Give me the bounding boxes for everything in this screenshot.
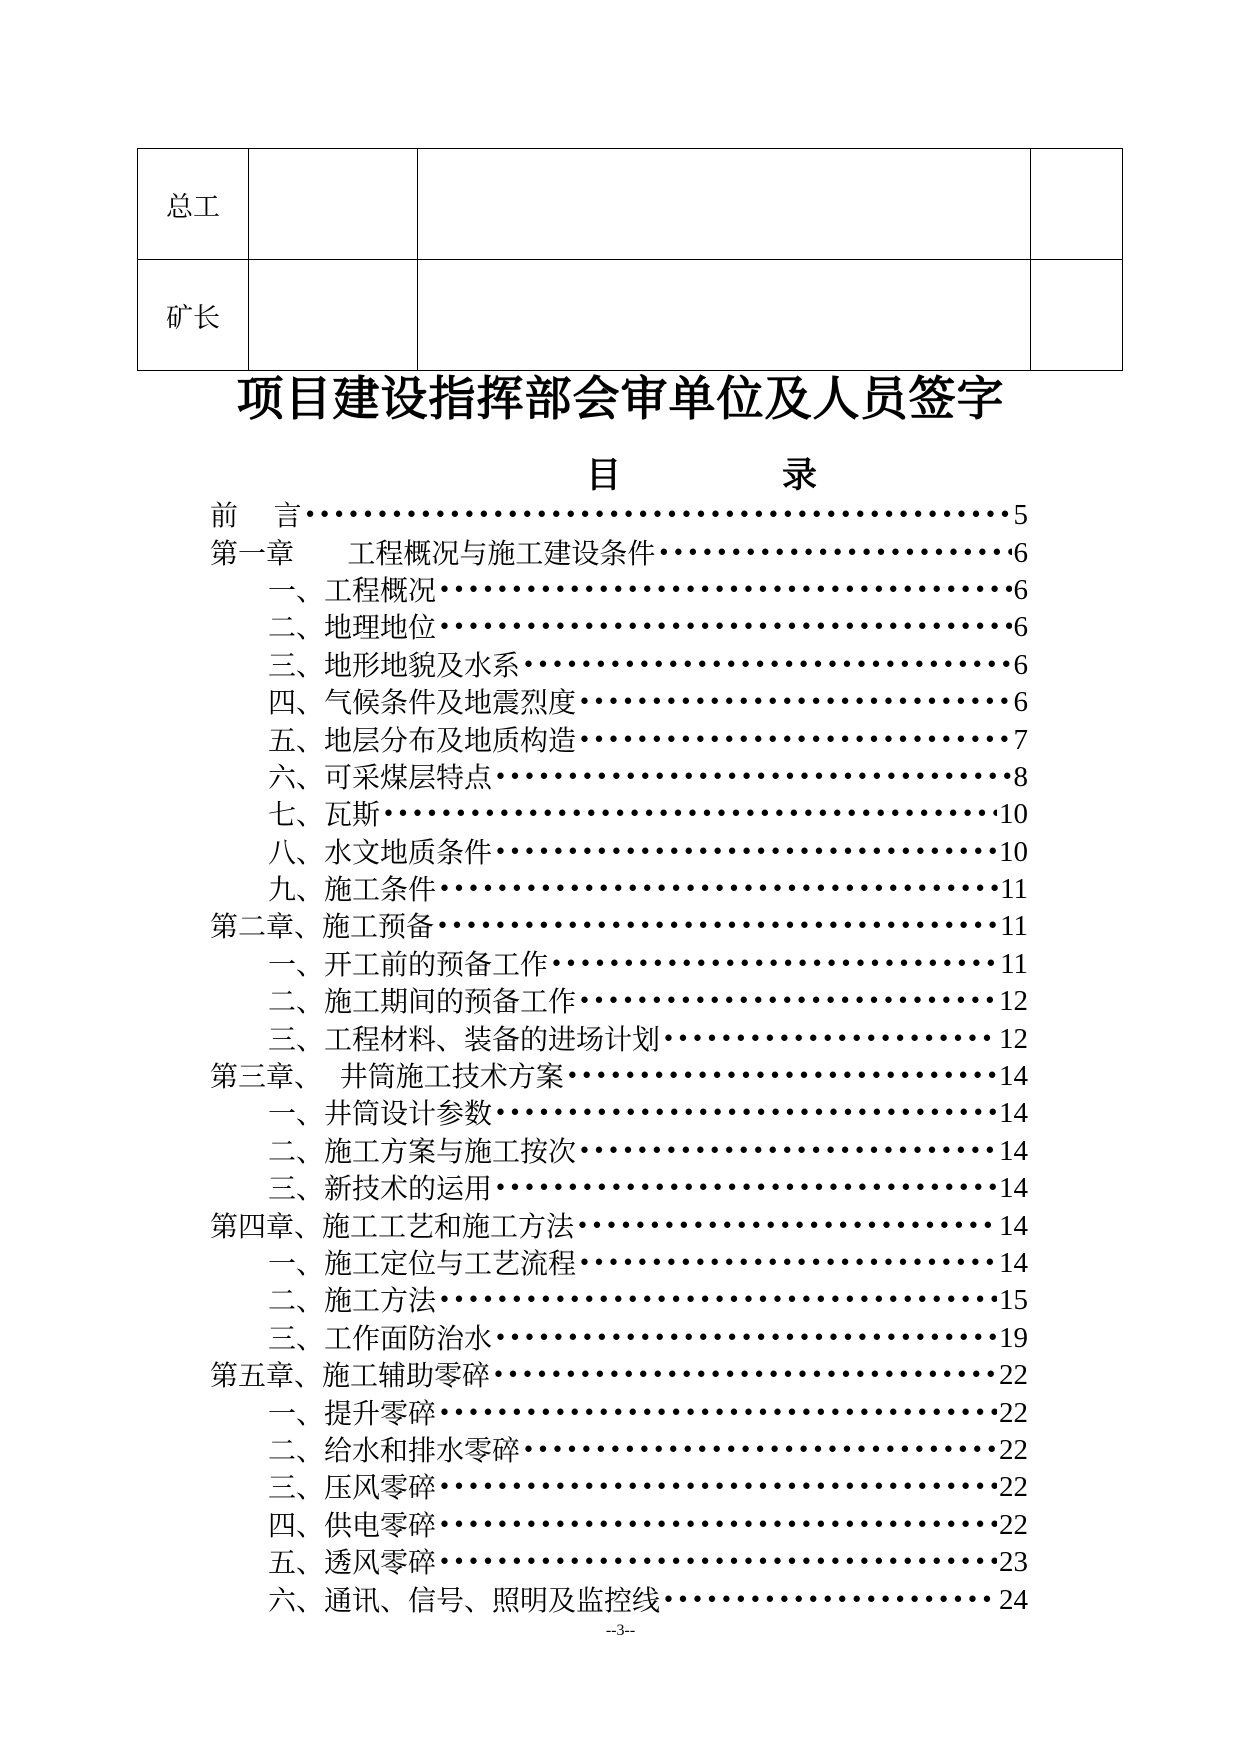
- toc-entry-title: 二、给水和排水零碎: [268, 1433, 521, 1467]
- toc-dot-leader: [522, 647, 1011, 684]
- toc-page-number: 19: [999, 1321, 1028, 1354]
- toc-section-entry[interactable]: [210, 759, 1028, 796]
- toc-chapter-entry[interactable]: [210, 1058, 1028, 1095]
- toc-section-entry[interactable]: [210, 1507, 1028, 1544]
- toc-dot-leader: [566, 1058, 997, 1095]
- toc-section-entry[interactable]: [210, 1581, 1028, 1618]
- toc-page-number: 14: [999, 1247, 1028, 1279]
- toc-page-number: 11: [1000, 910, 1028, 943]
- toc-page-number: 6: [1013, 686, 1028, 719]
- toc-section-entry[interactable]: [210, 1095, 1028, 1132]
- toc-page-number: 11: [1000, 873, 1028, 906]
- toc-dot-leader: [662, 1582, 997, 1619]
- toc-dot-leader: [657, 535, 1011, 572]
- toc-page-number: 10: [999, 798, 1028, 831]
- toc-chapter-entry[interactable]: [210, 908, 1028, 945]
- toc-page-number: 15: [999, 1284, 1028, 1317]
- date-cell: [1031, 149, 1123, 260]
- role-cell-mine-director: 矿长: [138, 260, 249, 371]
- toc-dot-leader: [438, 871, 998, 908]
- toc-section-entry[interactable]: [210, 1469, 1028, 1506]
- toc-page-number: 11: [1000, 947, 1028, 980]
- toc-dot-leader: [438, 1282, 997, 1319]
- toc-chapter-entry[interactable]: [210, 1207, 1028, 1244]
- toc-page-number: 8: [1013, 760, 1028, 793]
- toc-chapter-entry[interactable]: [210, 1357, 1028, 1394]
- toc-dot-leader: [494, 834, 997, 871]
- toc-dot-leader: [494, 1320, 997, 1357]
- toc-heading-right: 录: [782, 455, 818, 496]
- toc-page-number: 23: [999, 1546, 1028, 1579]
- toc-section-entry[interactable]: [210, 684, 1028, 721]
- toc-dot-leader: [304, 497, 1012, 534]
- toc-dot-leader: [382, 796, 997, 833]
- toc-page-number: 5: [1013, 499, 1028, 532]
- toc-entry-title: 五、透风零碎: [268, 1546, 437, 1580]
- toc-page-number: 24: [999, 1583, 1028, 1616]
- toc-page-number: 22: [999, 1471, 1028, 1504]
- toc-entry-title: 二、地理地位: [268, 611, 437, 645]
- toc-entry-title: 二、施工方案与施工按次: [268, 1134, 577, 1168]
- toc-page-number: 14: [999, 1097, 1028, 1130]
- date-cell: [1031, 260, 1123, 371]
- toc-section-entry[interactable]: [210, 647, 1028, 684]
- toc-dot-leader: [576, 1208, 997, 1245]
- toc-section-entry[interactable]: [210, 1282, 1028, 1319]
- toc-dot-leader: [492, 1357, 997, 1394]
- opinion-cell: [418, 149, 1031, 260]
- toc-section-entry[interactable]: [210, 1320, 1028, 1357]
- toc-entry-title: 二、施工方法: [268, 1284, 437, 1318]
- toc-page-number: 14: [999, 1134, 1028, 1167]
- toc-dot-leader: [522, 1432, 997, 1469]
- toc-page-number: 22: [999, 1396, 1028, 1429]
- toc-chapter-entry[interactable]: [210, 497, 1028, 534]
- toc-entry-title: 六、通讯、信号、照明及监控线: [268, 1583, 661, 1617]
- page-title: 项目建设指挥部会审单位及人员签字: [236, 372, 1005, 427]
- toc-dot-leader: [578, 1245, 997, 1282]
- toc-entry-title: 第三章、 井筒施工技术方案: [210, 1060, 564, 1094]
- toc-dot-leader: [550, 946, 998, 983]
- toc-dot-leader: [494, 1095, 997, 1132]
- toc-section-entry[interactable]: [210, 609, 1028, 646]
- toc-dot-leader: [438, 1544, 997, 1581]
- toc-dot-leader: [578, 983, 997, 1020]
- toc-entry-title: 第四章、施工工艺和施工方法: [210, 1209, 575, 1243]
- toc-entry-title: 四、气候条件及地震烈度: [268, 686, 577, 720]
- toc-chapter-entry[interactable]: [210, 534, 1028, 571]
- toc-page-number: 14: [999, 1172, 1028, 1205]
- toc-page-number: 10: [999, 835, 1028, 868]
- toc-entry-title: 三、压风零碎: [268, 1471, 437, 1505]
- toc-entry-title: 一、施工定位与工艺流程: [268, 1247, 577, 1280]
- toc-entry-title: 一、井筒设计参数: [268, 1097, 493, 1131]
- toc-section-entry[interactable]: [210, 1432, 1028, 1469]
- toc-page-number: 22: [999, 1433, 1028, 1466]
- toc-dot-leader: [494, 1170, 997, 1207]
- toc-page-number: 6: [1013, 648, 1028, 681]
- role-cell-chief-engineer: 总工: [138, 149, 249, 260]
- toc-dot-leader: [438, 1469, 997, 1506]
- toc-entry-title: 三、工程材料、装备的进场计划: [268, 1022, 661, 1056]
- toc-heading-left: 目: [586, 455, 622, 496]
- toc-dot-leader: [438, 609, 1011, 646]
- signature-cell: [249, 149, 418, 260]
- toc-page-number: 7: [1013, 723, 1028, 756]
- toc-page-number: 6: [1013, 611, 1028, 644]
- toc-section-entry[interactable]: [210, 1020, 1028, 1057]
- toc-page-number: 12: [999, 1022, 1028, 1055]
- toc-entry-title: 三、地形地貌及水系: [268, 648, 521, 682]
- toc-entry-title: 三、新技术的运用: [268, 1172, 493, 1206]
- toc-dot-leader: [578, 722, 1011, 759]
- toc-entry-title: 一、工程概况: [268, 573, 437, 607]
- toc-section-entry[interactable]: [210, 834, 1028, 871]
- table-of-contents: [210, 497, 1028, 1619]
- toc-section-entry[interactable]: [210, 1170, 1028, 1207]
- toc-section-entry[interactable]: [210, 983, 1028, 1020]
- toc-dot-leader: [438, 572, 1011, 609]
- toc-page-number: 6: [1013, 573, 1028, 606]
- toc-page-number: 14: [999, 1209, 1028, 1242]
- toc-entry-title: 九、施工条件: [268, 873, 437, 907]
- toc-dot-leader: [438, 1395, 997, 1432]
- toc-entry-title: 七、瓦斯: [268, 798, 381, 832]
- toc-entry-title: 五、地层分布及地质构造: [268, 723, 577, 757]
- toc-page-number: 22: [999, 1359, 1028, 1392]
- toc-entry-title: 第二章、施工预备: [210, 910, 435, 944]
- toc-dot-leader: [494, 759, 1011, 796]
- toc-entry-title: 三、工作面防治水: [268, 1321, 493, 1355]
- toc-dot-leader: [436, 908, 998, 945]
- toc-entry-title: 四、供电零碎: [268, 1508, 437, 1542]
- toc-page-number: 14: [999, 1060, 1028, 1093]
- signature-table: [137, 148, 1123, 371]
- toc-section-entry[interactable]: [210, 871, 1028, 908]
- toc-section-entry[interactable]: [210, 1394, 1028, 1431]
- toc-entry-title: 前 言: [210, 499, 302, 533]
- toc-page-number: 12: [999, 985, 1028, 1018]
- toc-dot-leader: [438, 1507, 997, 1544]
- page-number-footer: --3--: [605, 1622, 636, 1639]
- toc-section-entry[interactable]: [210, 1245, 1028, 1282]
- toc-page-number: 6: [1013, 536, 1028, 569]
- toc-section-entry[interactable]: [210, 796, 1028, 833]
- toc-entry-title: 八、水文地质条件: [268, 835, 493, 869]
- toc-dot-leader: [578, 1133, 997, 1170]
- toc-section-entry[interactable]: [210, 1544, 1028, 1581]
- opinion-cell: [418, 260, 1031, 371]
- toc-dot-leader: [662, 1021, 997, 1058]
- toc-entry-title: 六、可采煤层特点: [268, 760, 493, 794]
- toc-section-entry[interactable]: [210, 721, 1028, 758]
- table-row: [138, 149, 1123, 260]
- toc-dot-leader: [578, 684, 1011, 721]
- signature-cell: [249, 260, 418, 371]
- toc-section-entry[interactable]: [210, 572, 1028, 609]
- table-row: [138, 260, 1123, 371]
- toc-page-number: 22: [999, 1508, 1028, 1541]
- toc-entry-title: 二、施工期间的预备工作: [268, 985, 577, 1019]
- toc-entry-title: 一、开工前的预备工作: [268, 947, 549, 981]
- toc-section-entry[interactable]: [210, 946, 1028, 983]
- toc-entry-title: 一、提升零碎: [268, 1396, 437, 1430]
- toc-entry-title: 第五章、施工辅助零碎: [210, 1359, 491, 1393]
- toc-heading: [0, 448, 1241, 498]
- toc-entry-title: 第一章 工程概况与施工建设条件: [210, 536, 656, 570]
- toc-section-entry[interactable]: [210, 1133, 1028, 1170]
